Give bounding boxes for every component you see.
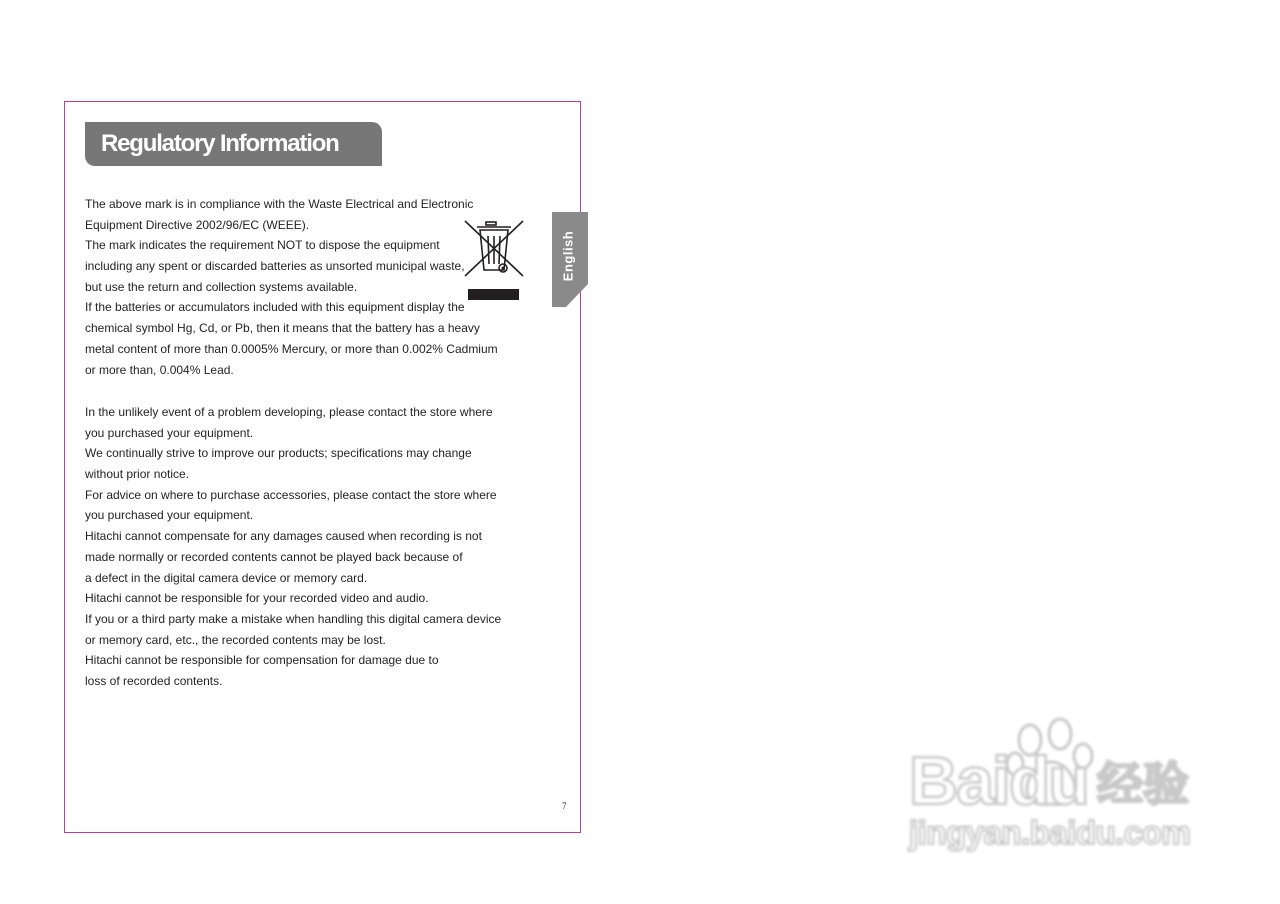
watermark-brand: Baidu: [909, 743, 1088, 819]
page-number: 7: [562, 801, 567, 811]
text-line: a defect in the digital camera device or memory card.: [85, 570, 368, 585]
text-line: metal content of more than 0.0005% Mercury, or more than 0.002% Cadmium: [85, 341, 498, 356]
watermark-product: 经验: [1097, 758, 1189, 810]
text-line: Equipment Directive 2002/96/EC (WEEE).: [85, 217, 310, 232]
text-line: or memory card, etc., the recorded contents may be lost.: [85, 632, 386, 647]
text-line: including any spent or discarded batteries as unsorted municipal waste,: [85, 259, 465, 274]
text-line: In the unlikely event of a problem developing, please contact the store where: [85, 405, 493, 419]
notice-paragraph: [85, 402, 501, 692]
text-line: without prior notice.: [85, 467, 190, 482]
text-line: made normally or recorded contents cannot be played back because of: [85, 549, 463, 564]
page-title: Regulatory Information: [101, 130, 339, 157]
text-line: We continually strive to improve our products; specifications may change: [85, 446, 472, 461]
section-title-bar: [85, 122, 382, 166]
crossed-out-wheelie-bin-icon: [462, 218, 526, 282]
text-line: Hitachi cannot be responsible for your recorded video and audio.: [85, 591, 429, 606]
text-line: The mark indicates the requirement NOT to dispose the equipment: [85, 238, 440, 253]
text-line: Hitachi cannot be responsible for compensation for damage due to: [85, 653, 439, 668]
text-line: loss of recorded contents.: [85, 673, 223, 688]
weee-paragraph: [85, 194, 498, 380]
text-line: you purchased your equipment.: [85, 508, 254, 523]
text-line: you purchased your equipment.: [85, 425, 254, 440]
watermark-url: jingyan.baidu.com: [909, 814, 1191, 851]
language-tab-label: English: [560, 230, 576, 282]
text-line: If you or a third party make a mistake when handling this digital camera device: [85, 611, 502, 626]
text-line: Hitachi cannot compensate for any damages caused when recording is not: [85, 529, 482, 544]
text-line: If the batteries or accumulators included with this equipment display the: [85, 300, 465, 315]
text-line: or more than, 0.004% Lead.: [85, 362, 234, 377]
baidu-jingyan-watermark: [905, 712, 1215, 857]
text-line: The above mark is in compliance with the Waste Electrical and Electronic: [85, 197, 474, 211]
text-line: but use the return and collection systems available.: [85, 279, 358, 294]
text-line: For advice on where to purchase accessories, please contact the store where: [85, 487, 497, 502]
weee-marking-bar: [468, 289, 519, 300]
text-line: chemical symbol Hg, Cd, or Pb, then it means that the battery has a heavy: [85, 321, 480, 336]
